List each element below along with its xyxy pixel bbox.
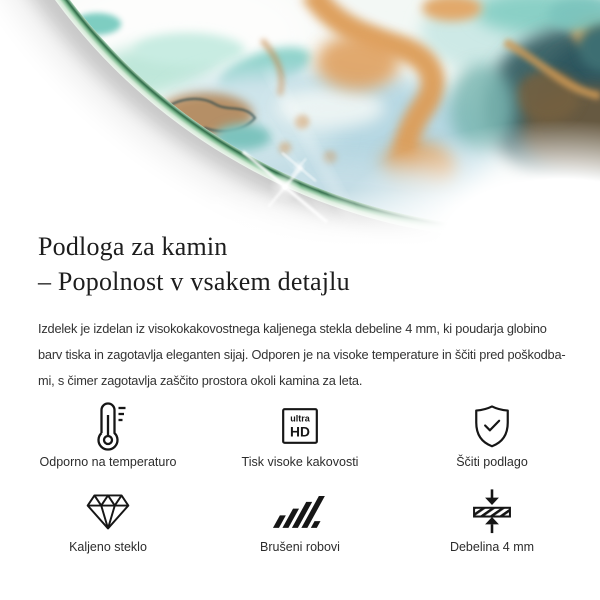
ultra-hd-icon: [281, 401, 319, 451]
product-description: [38, 316, 565, 394]
hero-product-image: [0, 0, 600, 250]
diamond-icon: [86, 486, 130, 536]
feature-label: Kaljeno steklo: [69, 540, 147, 554]
feature-label: Brušeni robovi: [260, 540, 340, 554]
feature-label: Debelina 4 mm: [449, 540, 535, 554]
polished-edges-icon: [272, 486, 328, 536]
feature-label: Odporno na temperaturo: [39, 455, 177, 469]
feature-temperature: [12, 401, 204, 469]
feature-thickness: [396, 486, 588, 554]
feature-label: Tisk visoke kakovosti: [241, 455, 359, 469]
feature-polished-edges: [204, 486, 396, 554]
feature-print-quality: [204, 401, 396, 469]
feature-label: Ščiti podlago: [456, 455, 528, 469]
glass-panel-artwork: [0, 0, 600, 250]
feature-protects-base: [396, 401, 588, 469]
ultra-hd-badge-top: ultra: [290, 413, 310, 424]
page-title-line2: – Popolnost v vsakem detajlu: [38, 267, 350, 296]
thermometer-icon: [89, 401, 127, 451]
description-line: barv tiska in zagotavlja eleganten sijaj. Odporen je na visoke temperature in ščiti pred poškodba-: [38, 347, 566, 362]
feature-tempered-glass: [12, 486, 204, 554]
ultra-hd-badge-bottom: HD: [290, 424, 310, 440]
shield-check-icon: [471, 401, 513, 451]
features-grid: [12, 401, 588, 554]
description-line: Izdelek je izdelan iz visokokakovostnega kaljenega stekla debeline 4 mm, ki poudarja globino: [38, 321, 547, 336]
description-line: mi, s čimer zagotavlja zaščito prostora okoli kamina za leta.: [38, 373, 363, 388]
thickness-compress-icon: [470, 486, 514, 536]
page-title: [38, 229, 350, 299]
page-title-line1: Podloga za kamin: [38, 232, 228, 261]
